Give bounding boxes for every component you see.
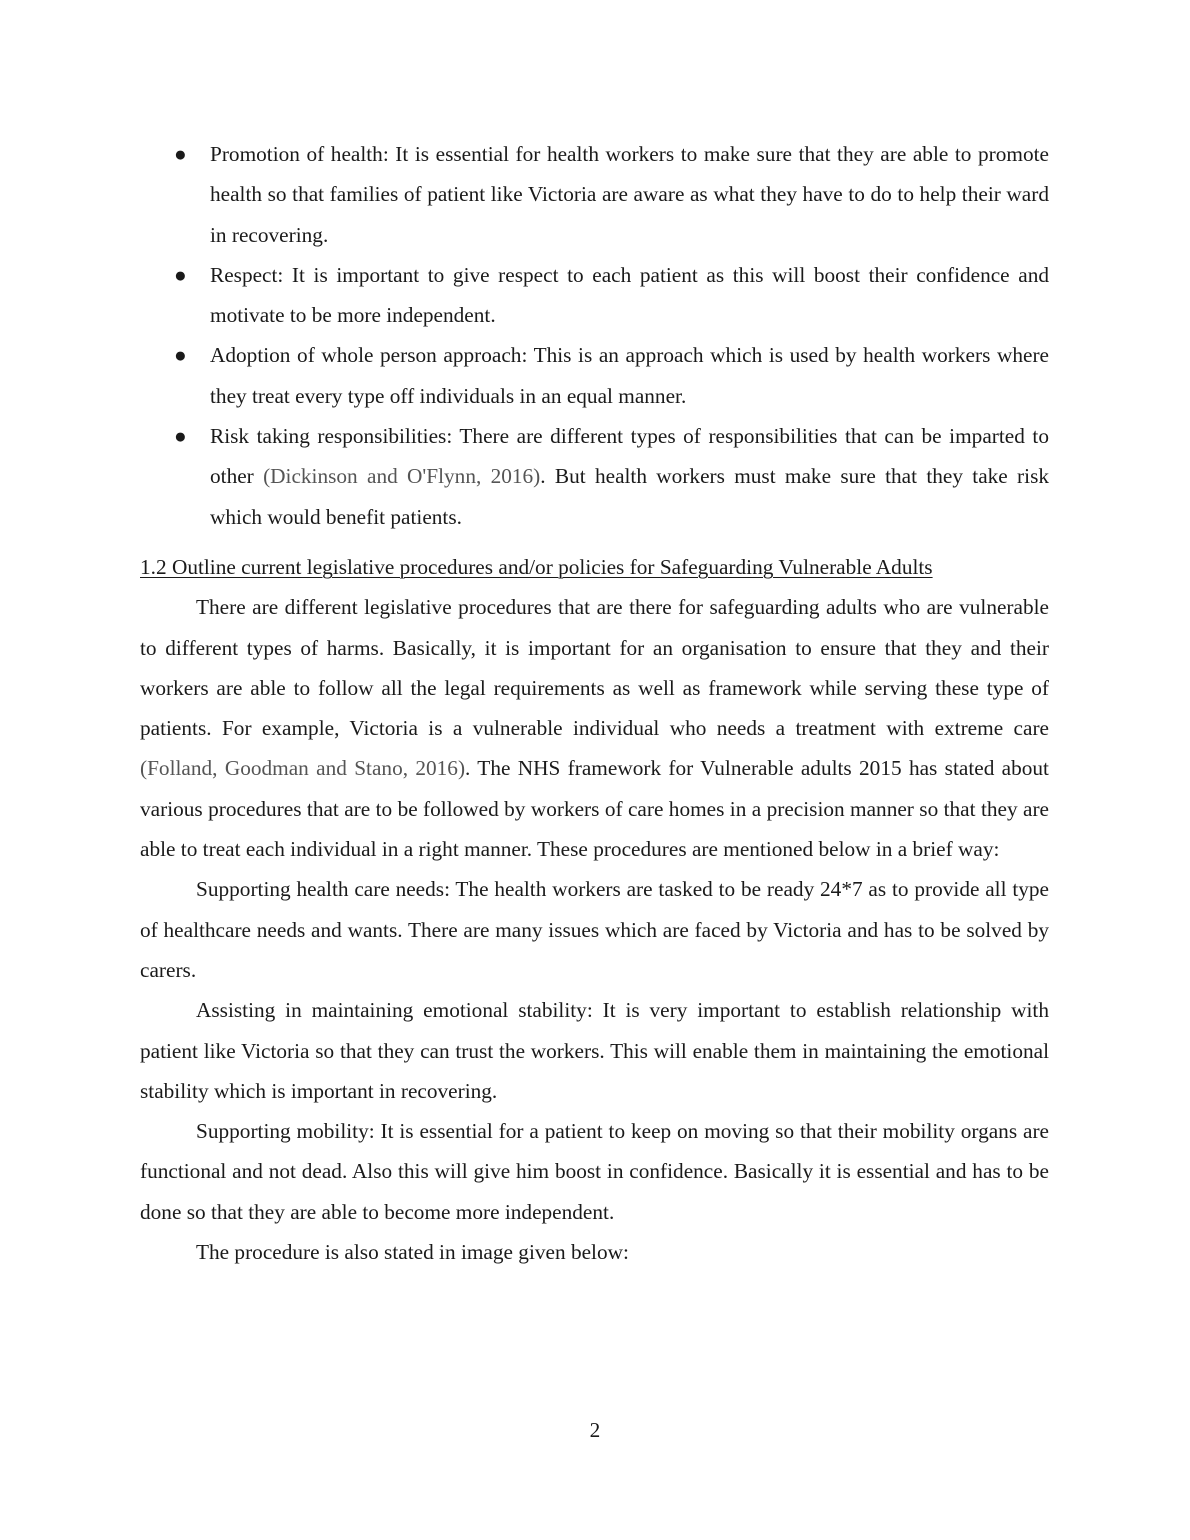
bullet-icon: ● (174, 142, 187, 166)
citation: (Dickinson and O'Flynn, 2016) (263, 464, 541, 489)
section-heading: 1.2 Outline current legislative procedures and/or policies for Safeguarding Vulnerable Adults (140, 554, 933, 579)
body-paragraph-legislative-procedures (140, 587, 1049, 869)
paragraph-text-continued: . The NHS framework for Vulnerable adults 2015 has stated about various procedures that are to be followed by workers of care homes in a precision manner so that they are able to treat each individual in a right manner. These procedures are mentioned below in a brief way: (140, 756, 1049, 862)
body-paragraph-image-reference (140, 1232, 1049, 1272)
page-number: 2 (589, 1418, 601, 1442)
bullet-icon: ● (174, 262, 187, 287)
paragraph-text: There are different legislative procedures that are there for safeguarding adults who are vulnerable to different types of harms. Basically, it is important for an organisation to ensure that they and their workers are able to follow all the legal requirements as well as framework while serving these type of patients. For example, Victoria is a vulnerable individual who needs a treatment with extreme care (140, 595, 1049, 741)
bullet-item-promotion-of-health (174, 134, 1049, 255)
paragraph-text: Supporting health care needs: The health workers are tasked to be ready 24*7 as to provide all type of healthcare needs and wants. There are many issues which are faced by Victoria and has to be solved by carers. (140, 877, 1049, 982)
bullet-text: Respect: It is important to give respect to each patient as this will boost their confidence and motivate to be more independent. (210, 262, 1049, 328)
bullet-item-risk-taking (174, 416, 1050, 537)
bullet-text: Risk taking responsibilities: There are different types of responsibilities that can be imparted to other (210, 424, 1049, 489)
bullet-item-respect (174, 255, 1049, 336)
page-content (140, 134, 1049, 1272)
paragraph-text: Assisting in maintaining emotional stability: It is very important to establish relationship with patient like Victoria so that they can trust the workers. This will enable them in maintaining the emotional stability which is important in recovering. (140, 998, 1049, 1103)
bullet-list (140, 134, 1049, 537)
bullet-text: Adoption of whole person approach: This is an approach which is used by health workers where they treat every type off individuals in an equal manner. (210, 343, 1049, 408)
bullet-icon: ● (174, 343, 187, 368)
paragraph-text: Supporting mobility: It is essential for a patient to keep on moving so that their mobility organs are functional and not dead. Also this will give him boost in confidence. Basically it is essential and has to be done so that they are able to become more independent. (140, 1119, 1049, 1224)
body-paragraph-emotional-stability (140, 990, 1049, 1111)
citation: (Folland, Goodman and Stano, 2016) (140, 756, 466, 781)
bullet-icon: ● (174, 424, 187, 449)
bullet-text: Promotion of health: It is essential for health workers to make sure that they are able to promote health so that families of patient like Victoria are aware as what they have to do to help their ward in recovering. (210, 142, 1049, 247)
body-paragraph-mobility (140, 1111, 1049, 1232)
body-paragraph-health-care-needs (140, 869, 1049, 990)
paragraph-text: The procedure is also stated in image given below: (196, 1240, 629, 1265)
bullet-item-whole-person-approach (174, 335, 1049, 416)
bullet-text-continued: . But health workers must make sure that they take risk which would benefit patients. (210, 464, 1050, 529)
